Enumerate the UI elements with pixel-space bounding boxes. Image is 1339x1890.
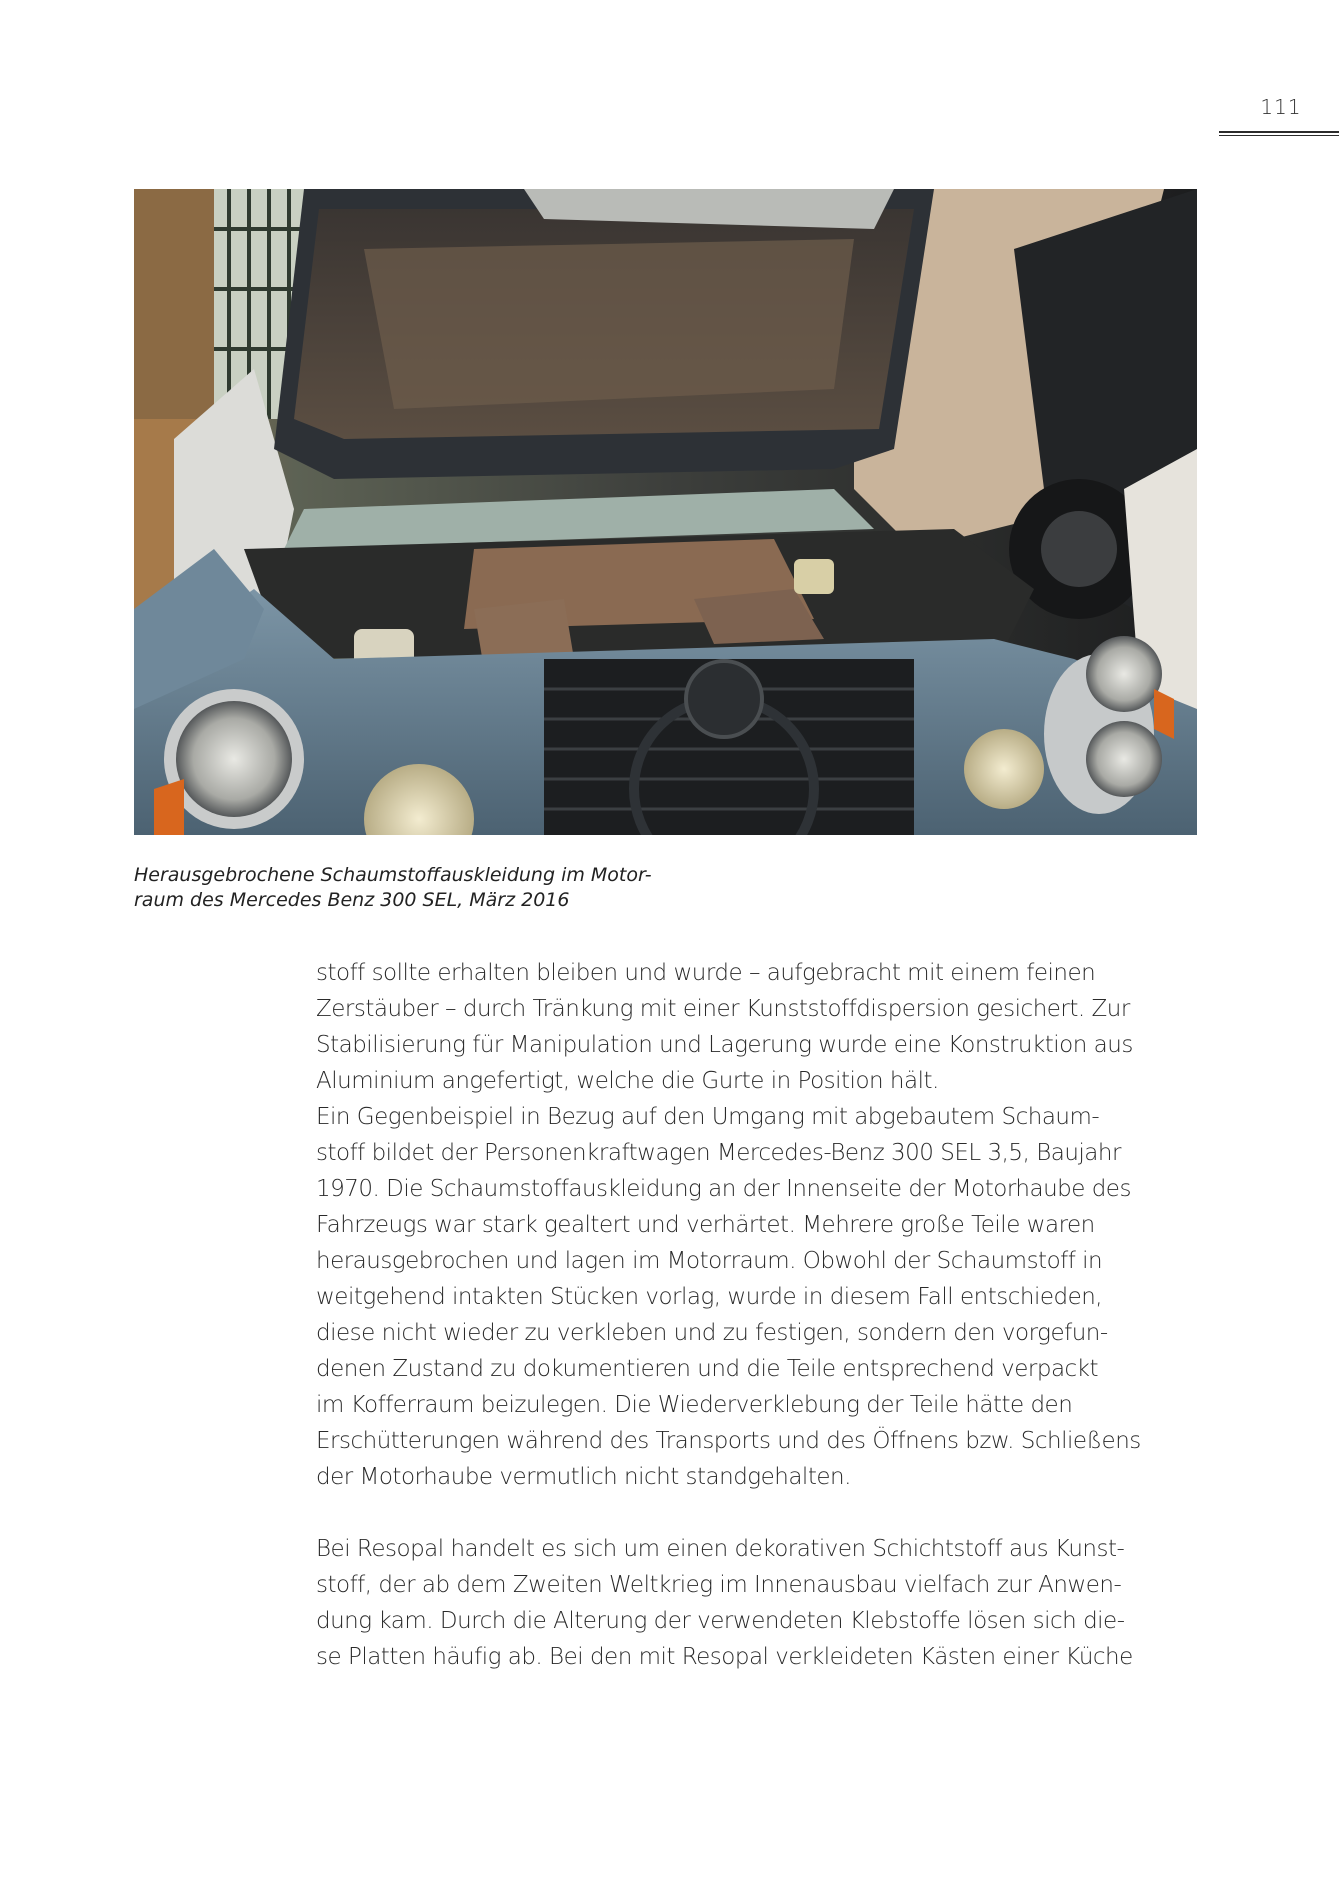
text-line: Zerstäuber – durch Tränkung mit einer Kunststoffdispersion gesichert. Zur (316, 996, 1130, 1022)
text-line: weitgehend intakten Stücken vorlag, wurde in diesem Fall entschieden, (316, 1284, 1103, 1310)
text-line: 1970. Die Schaumstoffauskleidung an der Innenseite der Motorhaube des (316, 1176, 1131, 1202)
text-line: se Platten häufig ab. Bei den mit Resopal verkleideten Kästen einer Küche (316, 1644, 1133, 1670)
text-line: Stabilisierung für Manipulation und Lagerung wurde eine Konstruktion aus (316, 1032, 1133, 1058)
text-line: stoff, der ab dem Zweiten Weltkrieg im Innenausbau vielfach zur Anwen- (316, 1572, 1122, 1598)
caption-line: Herausgebrochene Schaumstoffauskleidung im Motor- (134, 864, 652, 886)
text-line: herausgebrochen und lagen im Motorraum. Obwohl der Schaumstoff in (316, 1248, 1103, 1274)
body-text (316, 955, 1216, 1675)
text-line: Erschütterungen während des Transports und des Öffnens bzw. Schließens (316, 1428, 1141, 1454)
text-line: der Motorhaube vermutlich nicht standgehalten. (316, 1464, 851, 1490)
figure-photo (134, 189, 1197, 835)
text-line: Fahrzeugs war stark gealtert und verhärtet. Mehrere große Teile waren (316, 1212, 1095, 1238)
text-line: Bei Resopal handelt es sich um einen dekorativen Schichtstoff aus Kunst- (316, 1536, 1125, 1562)
text-line: im Kofferraum beizulegen. Die Wiederverklebung der Teile hätte den (316, 1392, 1073, 1418)
text-line: stoff sollte erhalten bleiben und wurde – aufgebracht mit einem feinen (316, 960, 1096, 986)
text-line: Aluminium angefertigt, welche die Gurte in Position hält. (316, 1068, 939, 1094)
figure-caption (134, 863, 734, 913)
caption-line: raum des Mercedes Benz 300 SEL, März 2016 (134, 889, 570, 911)
header-rule-thin (1219, 135, 1339, 136)
car-engine-bay-photo (134, 189, 1197, 835)
text-line: diese nicht wieder zu verkleben und zu festigen, sondern den vorgefun- (316, 1320, 1108, 1346)
header-rule-thick (1219, 131, 1339, 133)
text-line: dung kam. Durch die Alterung der verwendeten Klebstoffe lösen sich die- (316, 1608, 1125, 1634)
text-line: Ein Gegenbeispiel in Bezug auf den Umgang mit abgebautem Schaum- (316, 1104, 1100, 1130)
text-line: stoff bildet der Personenkraftwagen Mercedes-Benz 300 SEL 3,5, Baujahr (316, 1140, 1121, 1166)
page-number: 111 (1260, 95, 1302, 119)
text-line: denen Zustand zu dokumentieren und die Teile entsprechend verpackt (316, 1356, 1099, 1382)
paragraph-gap (316, 1495, 1216, 1531)
